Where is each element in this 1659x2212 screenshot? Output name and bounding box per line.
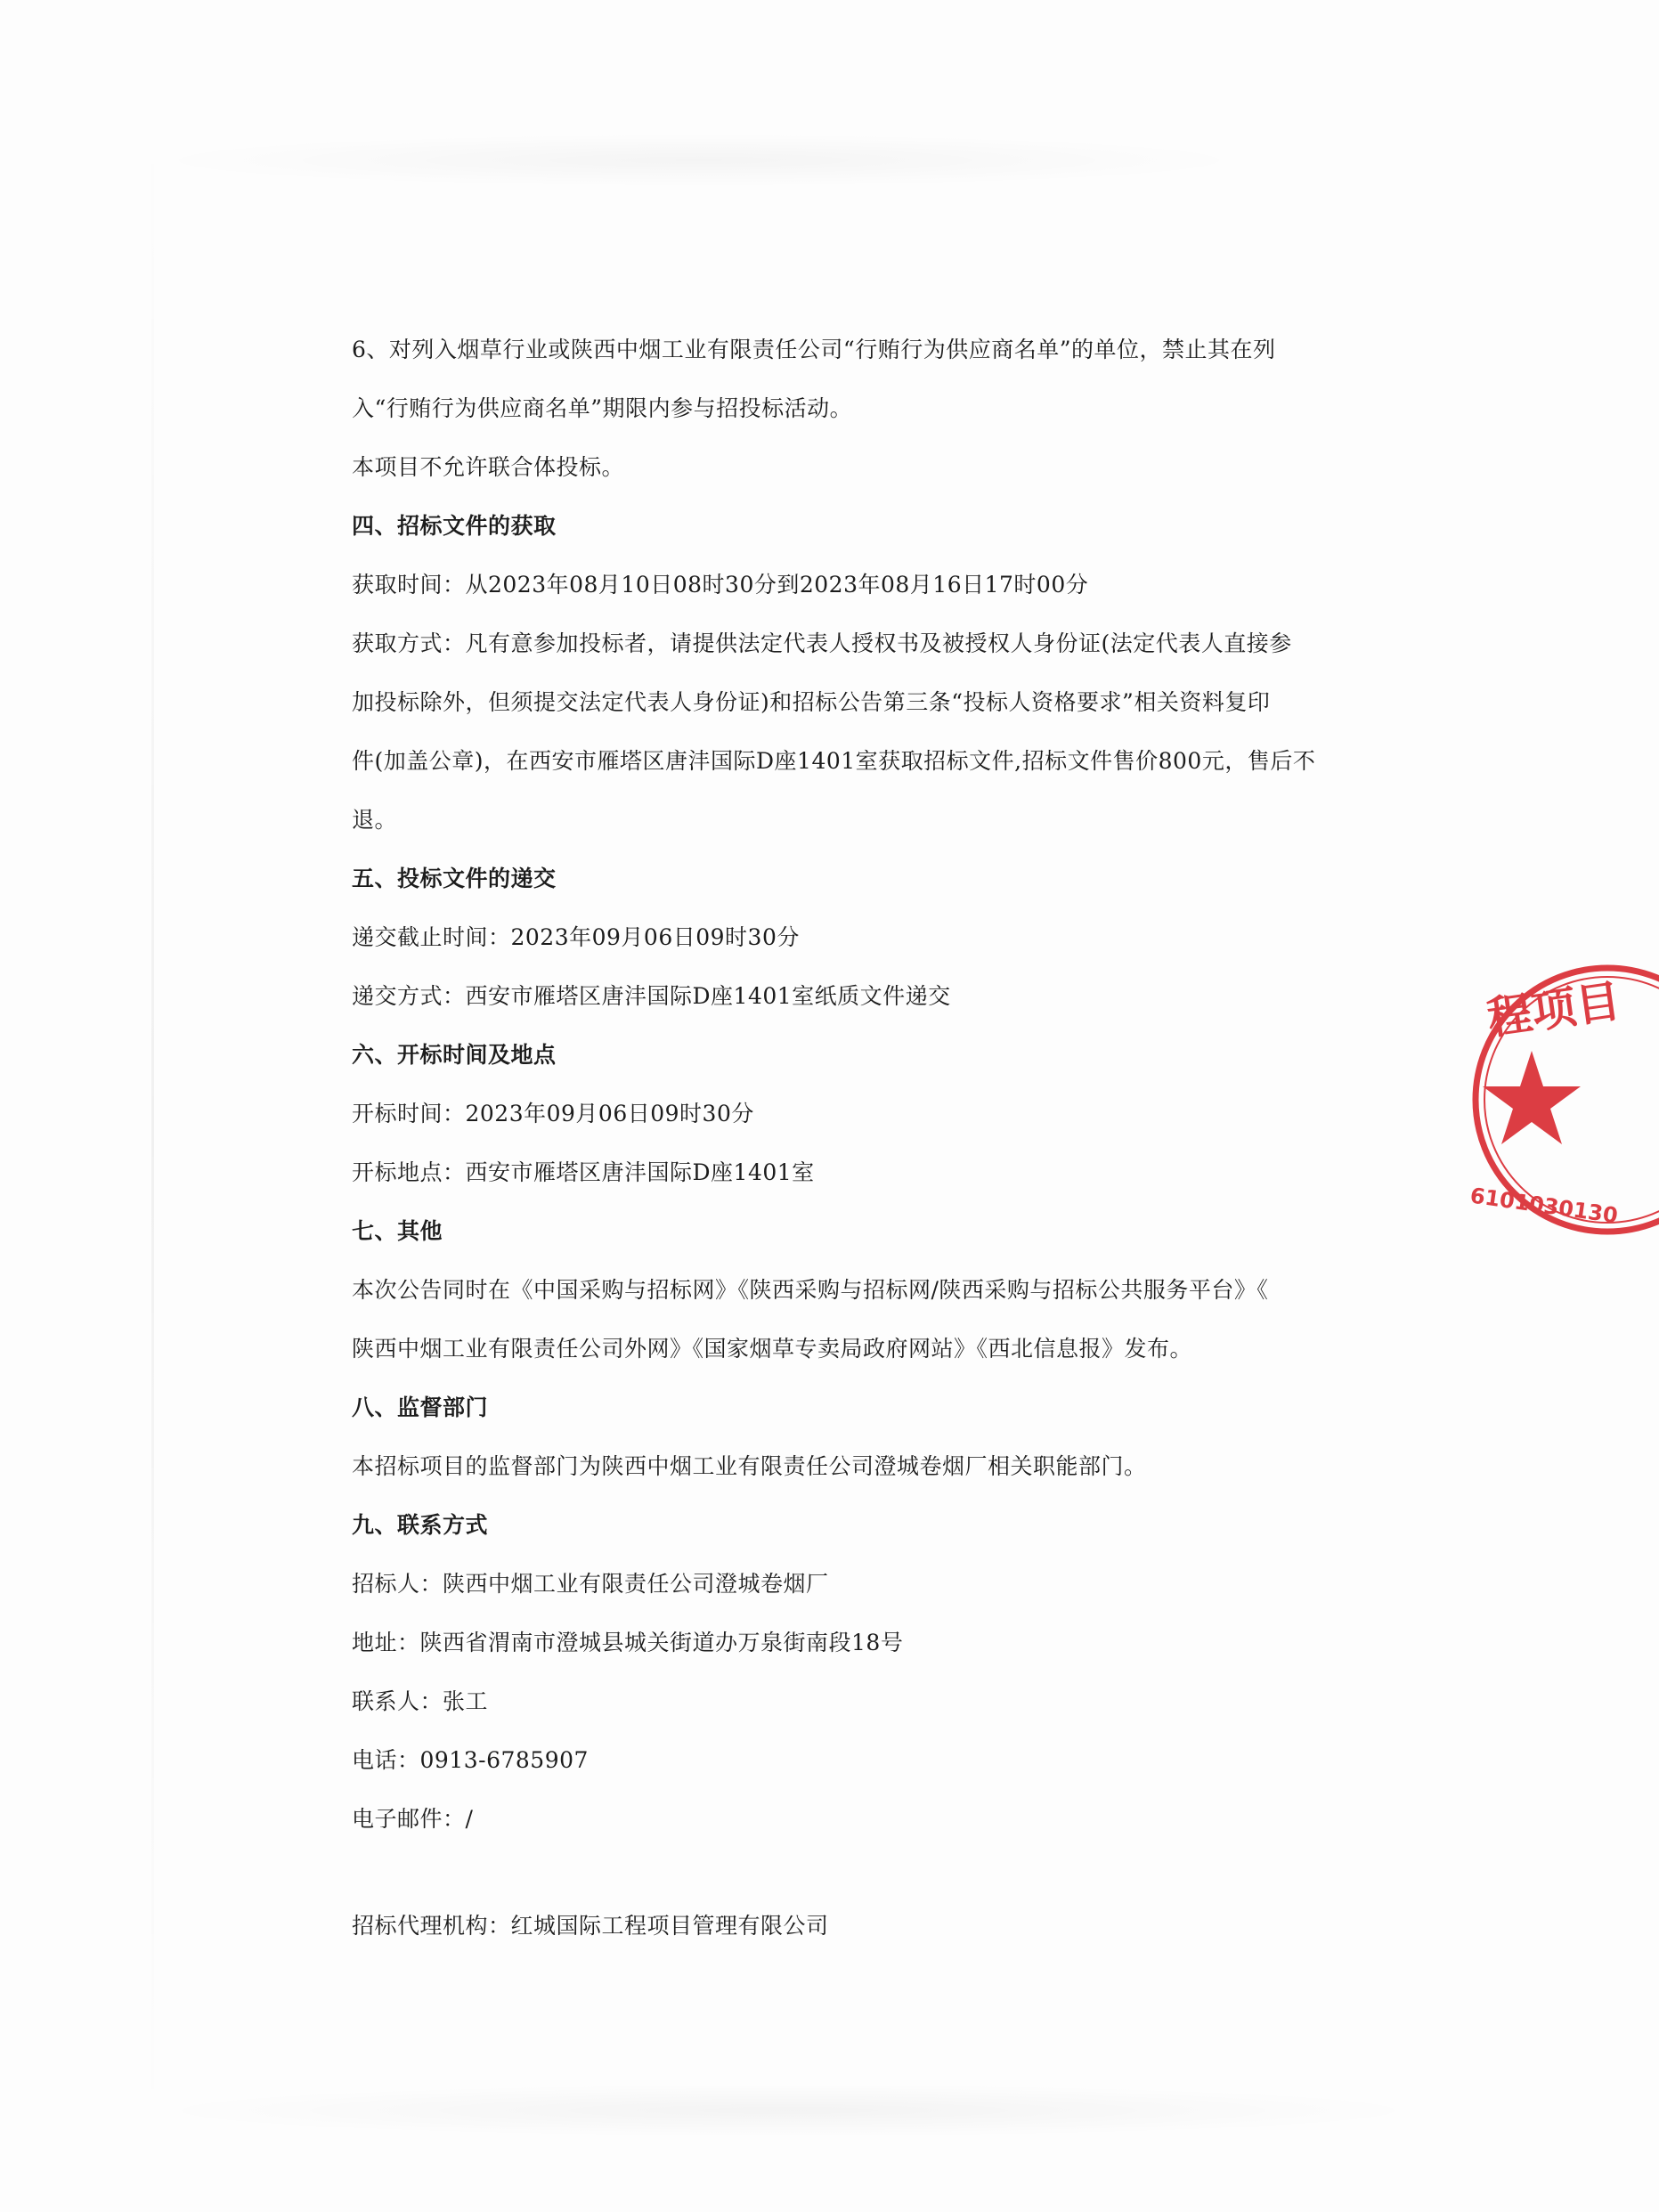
contact-person: 联系人：张工 — [352, 1688, 489, 1714]
item-6-line-1: 6、对列入烟草行业或陕西中烟工业有限责任公司“行贿行为供应商名单”的单位，禁止其在列 — [352, 337, 1276, 362]
section-4-method-line-1: 获取方式：凡有意参加投标者，请提供法定代表人授权书及被授权人身份证(法定代表人直接参 — [352, 630, 1292, 656]
scan-artifact-bottom — [142, 2084, 1434, 2137]
section-6-heading: 六、开标时间及地点 — [352, 1042, 557, 1068]
section-6-time: 开标时间：2023年09月06日09时30分 — [352, 1101, 754, 1126]
section-4-heading: 四、招标文件的获取 — [352, 513, 557, 539]
red-seal-stamp — [1460, 957, 1659, 1242]
section-6-place: 开标地点：西安市雁塔区唐沣国际D座1401室 — [352, 1159, 815, 1185]
section-5-heading: 五、投标文件的递交 — [352, 866, 557, 891]
email: 电子邮件：/ — [352, 1806, 474, 1832]
scan-artifact-left — [151, 125, 154, 2128]
seal-star — [1483, 1051, 1581, 1144]
section-5-deadline: 递交截止时间：2023年09月06日09时30分 — [352, 924, 800, 950]
section-4-method-line-3: 件(加盖公章)，在西安市雁塔区唐沣国际D座1401室获取招标文件,招标文件售价800元，售后不 — [352, 748, 1316, 774]
scan-artifact-top — [142, 134, 1256, 187]
section-4-method-line-2: 加投标除外，但须提交法定代表人身份证)和招标公告第三条“投标人资格要求”相关资料复印 — [352, 689, 1271, 715]
no-consortium-note: 本项目不允许联合体投标。 — [352, 454, 625, 480]
section-7-line-2: 陕西中烟工业有限责任公司外网》《国家烟草专卖局政府网站》《西北信息报》发布。 — [352, 1336, 1193, 1362]
section-8-heading: 八、监督部门 — [352, 1395, 489, 1420]
section-4-method-line-4: 退。 — [352, 807, 398, 833]
section-4-time: 获取时间：从2023年08月10日08时30分到2023年08月16日17时00分 — [352, 572, 1089, 598]
spacer — [352, 1849, 1385, 1897]
seal-text-top: 程项目 — [1484, 974, 1624, 1045]
section-5-method: 递交方式：西安市雁塔区唐沣国际D座1401室纸质文件递交 — [352, 983, 951, 1009]
tender-agency: 招标代理机构：红城国际工程项目管理有限公司 — [352, 1913, 829, 1939]
document-body — [352, 321, 1385, 1956]
section-9-heading: 九、联系方式 — [352, 1512, 489, 1538]
section-7-heading: 七、其他 — [352, 1218, 443, 1244]
section-8-line-1: 本招标项目的监督部门为陕西中烟工业有限责任公司澄城卷烟厂相关职能部门。 — [352, 1453, 1147, 1479]
address: 地址：陕西省渭南市澄城县城关街道办万泉街南段18号 — [352, 1630, 904, 1655]
phone: 电话：0913-6785907 — [352, 1747, 589, 1773]
tenderer: 招标人：陕西中烟工业有限责任公司澄城卷烟厂 — [352, 1571, 829, 1597]
section-7-line-1: 本次公告同时在《中国采购与招标网》《陕西采购与招标网/陕西采购与招标公共服务平台》《 — [352, 1277, 1269, 1303]
seal-text-bottom: 6101030130 — [1468, 1183, 1620, 1229]
item-6-line-2: 入“行贿行为供应商名单”期限内参与招投标活动。 — [352, 395, 853, 421]
